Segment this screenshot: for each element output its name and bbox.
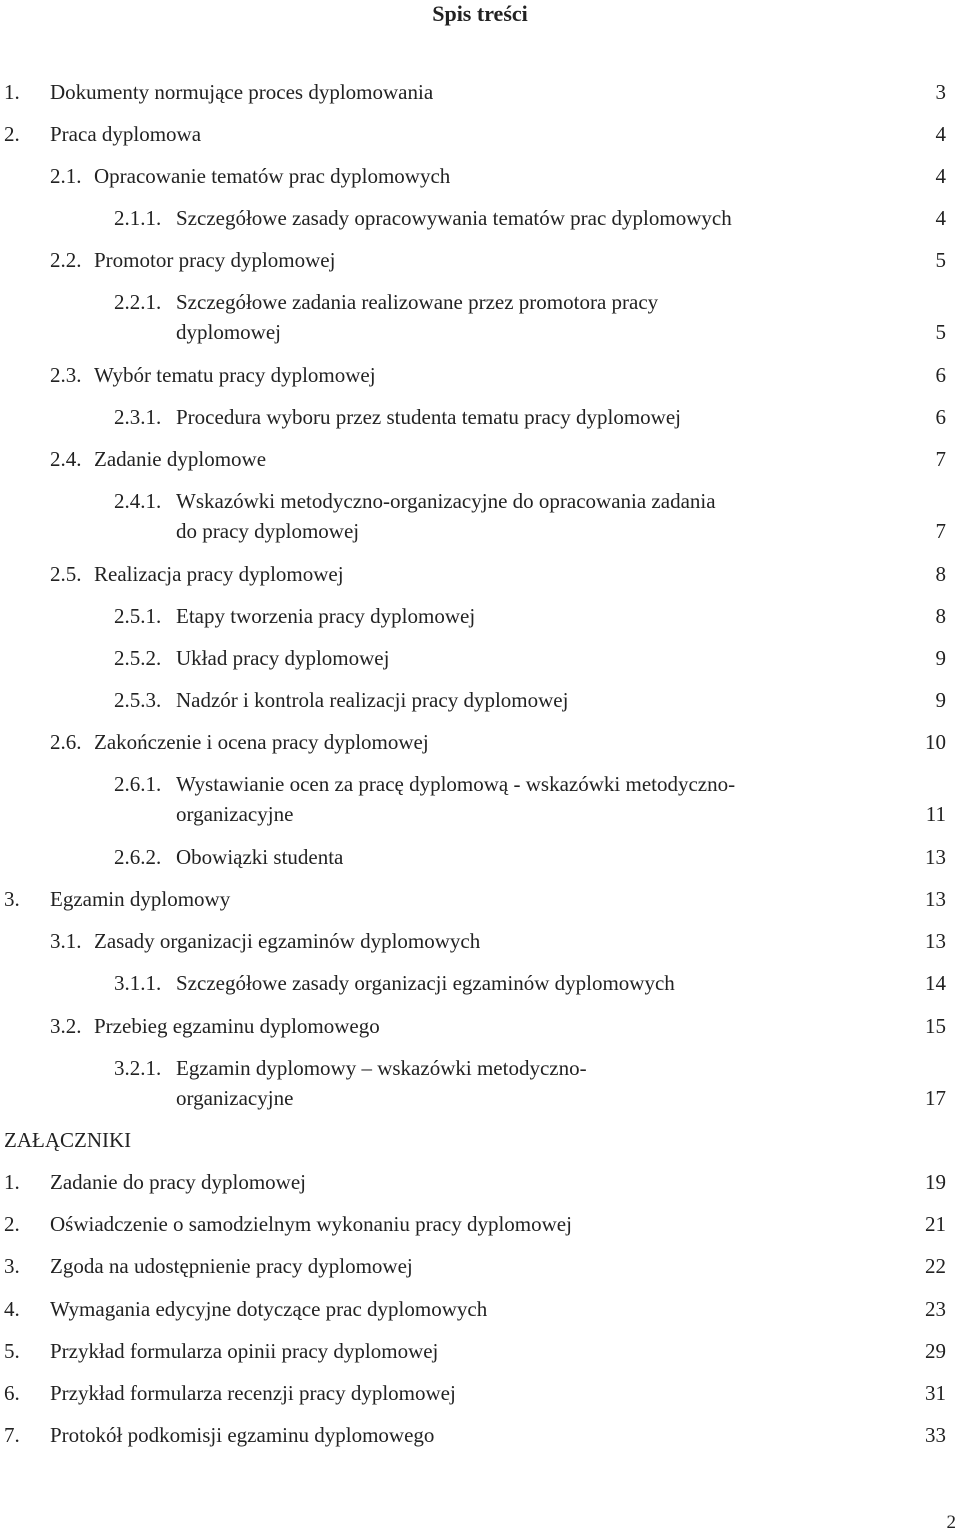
toc-entry-title: Układ pracy dyplomowej xyxy=(176,646,390,670)
toc-entry-number: 2. xyxy=(4,122,20,146)
toc-entry-title: Przebieg egzaminu dyplomowego xyxy=(94,1014,380,1038)
toc-entry-page: 4 xyxy=(935,122,946,146)
toc-entry-number: 2.5.3. xyxy=(114,688,162,712)
toc-entry-page: 15 xyxy=(925,1014,946,1038)
toc-entry-number: 2.3. xyxy=(50,363,82,387)
toc-entry-number: 2.5. xyxy=(50,562,82,586)
attachment-title: Przykład formularza recenzji pracy dyplomowej xyxy=(50,1381,456,1405)
toc-entry-page: 8 xyxy=(935,562,946,586)
toc-entry-title: Szczegółowe zasady opracowywania tematów prac dyplomowych xyxy=(176,206,732,230)
toc-entry-number: 2.1. xyxy=(50,164,82,188)
toc-entry-title-line1: Egzamin dyplomowy – wskazówki metodyczno- xyxy=(176,1056,587,1080)
toc-entry-page: 10 xyxy=(925,730,946,754)
toc-entry-number: 3.1. xyxy=(50,929,82,953)
attachment-page: 19 xyxy=(925,1170,946,1194)
attachment-page: 22 xyxy=(925,1254,946,1278)
toc-entry-number: 3.1.1. xyxy=(114,971,162,995)
page-number: 2 xyxy=(946,1512,956,1533)
toc-entry-page: 8 xyxy=(935,604,946,628)
attachment-number: 6. xyxy=(4,1381,20,1405)
toc-entry-title: Wybór tematu pracy dyplomowej xyxy=(94,363,376,387)
toc-entry-number: 1. xyxy=(4,80,20,104)
toc-entry-title: Dokumenty normujące proces dyplomowania xyxy=(50,80,434,104)
attachment-page: 23 xyxy=(925,1297,946,1321)
toc-entry-number: 2.2.1. xyxy=(114,290,162,314)
toc-entry-title xyxy=(176,486,716,546)
toc-entry-title: Praca dyplomowa xyxy=(50,122,202,146)
toc-entry-number: 2.6.1. xyxy=(114,772,162,796)
attachments-heading: ZAŁĄCZNIKI xyxy=(4,1128,132,1152)
attachment-title: Przykład formularza opinii pracy dyplomowej xyxy=(50,1339,439,1363)
toc-entry-page: 7 xyxy=(935,447,946,471)
toc-entry-title: Zadanie dyplomowe xyxy=(94,447,267,471)
attachment-number: 1. xyxy=(4,1170,20,1194)
toc-entry-title xyxy=(176,287,658,347)
toc-entry-title: Egzamin dyplomowy xyxy=(50,887,231,911)
attachment-page: 29 xyxy=(925,1339,946,1363)
toc-entry-title-line1: Szczegółowe zadania realizowane przez promotora pracy xyxy=(176,290,659,314)
toc-entry-page: 13 xyxy=(925,929,946,953)
attachment-title: Oświadczenie o samodzielnym wykonaniu pracy dyplomowej xyxy=(50,1212,572,1236)
toc-entry-title-line1: Wystawianie ocen za pracę dyplomową - wskazówki metodyczno- xyxy=(176,772,736,796)
attachment-page: 31 xyxy=(925,1381,946,1405)
toc-entry-page: 17 xyxy=(925,1086,946,1110)
toc-entry-number: 3.2. xyxy=(50,1014,82,1038)
toc-entry-number: 2.5.2. xyxy=(114,646,162,670)
toc-entry-number: 2.4.1. xyxy=(114,489,162,513)
toc-entry-title-line2: organizacyjne xyxy=(176,802,294,826)
toc-entry-title: Opracowanie tematów prac dyplomowych xyxy=(94,164,451,188)
toc-entry-page: 14 xyxy=(925,971,946,995)
attachment-number: 3. xyxy=(4,1254,20,1278)
attachment-number: 4. xyxy=(4,1297,20,1321)
toc-entry-page: 9 xyxy=(935,646,946,670)
toc-entry-title: Nadzór i kontrola realizacji pracy dyplomowej xyxy=(176,688,569,712)
toc-entry-title xyxy=(176,769,735,829)
toc-entry-number: 2.6. xyxy=(50,730,82,754)
toc-entry-title-line2: organizacyjne xyxy=(176,1086,294,1110)
toc-entry-page: 9 xyxy=(935,688,946,712)
toc-entry-title: Zasady organizacji egzaminów dyplomowych xyxy=(94,929,481,953)
toc-entry-page: 13 xyxy=(925,845,946,869)
toc-entry-title: Promotor pracy dyplomowej xyxy=(94,248,336,272)
toc-entry-title: Realizacja pracy dyplomowej xyxy=(94,562,344,586)
toc-entry-title xyxy=(176,1053,587,1113)
attachment-title: Zgoda na udostępnienie pracy dyplomowej xyxy=(50,1254,413,1278)
attachment-number: 7. xyxy=(4,1423,20,1447)
toc-entry-title-line2: dyplomowej xyxy=(176,320,281,344)
toc-entry-page: 5 xyxy=(935,248,946,272)
toc-entry-number: 3. xyxy=(4,887,20,911)
toc-entry-title: Etapy tworzenia pracy dyplomowej xyxy=(176,604,476,628)
toc-entry-title-line1: Wskazówki metodyczno-organizacyjne do opracowania zadania xyxy=(176,489,716,513)
toc-entry-page: 6 xyxy=(935,405,946,429)
toc-entry-number: 3.2.1. xyxy=(114,1056,162,1080)
attachment-page: 21 xyxy=(925,1212,946,1236)
toc-entry-page: 13 xyxy=(925,887,946,911)
page-title: Spis treści xyxy=(432,1,528,26)
toc-entry-number: 2.5.1. xyxy=(114,604,162,628)
toc-entry-title: Procedura wyboru przez studenta tematu pracy dyplomowej xyxy=(176,405,681,429)
attachment-page: 33 xyxy=(925,1423,946,1447)
toc-entry-page: 4 xyxy=(935,206,946,230)
toc-entry-page: 5 xyxy=(935,320,946,344)
toc-entry-number: 2.2. xyxy=(50,248,82,272)
toc-entry-page: 4 xyxy=(935,164,946,188)
toc-entry-page: 6 xyxy=(935,363,946,387)
toc-entry-title: Zakończenie i ocena pracy dyplomowej xyxy=(94,730,429,754)
attachment-title: Zadanie do pracy dyplomowej xyxy=(50,1170,306,1194)
attachment-title: Wymagania edycyjne dotyczące prac dyplomowych xyxy=(50,1297,488,1321)
toc-entry-page: 11 xyxy=(925,802,946,826)
toc-entry-page: 7 xyxy=(935,519,946,543)
attachment-number: 2. xyxy=(4,1212,20,1236)
toc-entry-number: 2.1.1. xyxy=(114,206,162,230)
toc-entry-number: 2.4. xyxy=(50,447,82,471)
toc-entry-page: 3 xyxy=(935,80,946,104)
toc-entry-number: 2.3.1. xyxy=(114,405,162,429)
toc-entry-title-line2: do pracy dyplomowej xyxy=(176,519,360,543)
attachment-number: 5. xyxy=(4,1339,20,1363)
toc-entry-number: 2.6.2. xyxy=(114,845,162,869)
attachment-title: Protokół podkomisji egzaminu dyplomowego xyxy=(50,1423,435,1447)
toc-entry-title: Szczegółowe zasady organizacji egzaminów dyplomowych xyxy=(176,971,675,995)
toc-entry-title: Obowiązki studenta xyxy=(176,845,344,869)
